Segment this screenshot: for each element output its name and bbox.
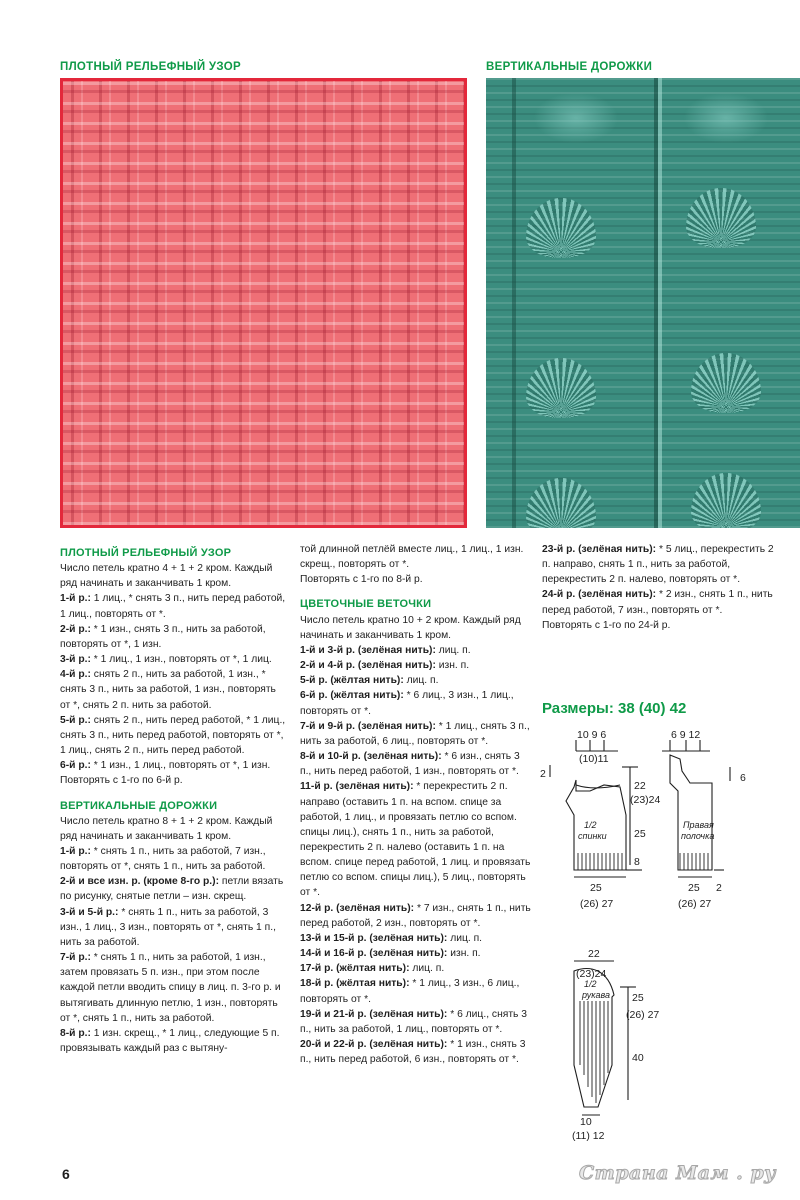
section-title: ПЛОТНЫЙ РЕЛЬЕФНЫЙ УЗОР	[60, 547, 232, 559]
row-instruction: 1-й и 3-й р. (зелёная нить): лиц. п.	[300, 644, 471, 656]
page-number: 6	[62, 1166, 70, 1182]
pattern-intro: Число петель кратно 10 + 2 кром. Каждый ряд начинать и заканчивать 1 кром.	[300, 614, 521, 641]
fan-motif	[691, 473, 761, 528]
row-instruction: 8-й и 10-й р. (зелёная нить): * 6 изн., снять 3 п., нить перед работой, 1 изн., повторять от *.	[300, 751, 520, 778]
sleeve-stitch-lines	[580, 1001, 608, 1103]
row-instruction: 11-й р. (зелёная нить): * перекрестить 2 п. направо (оставить 1 п. на вспом. спице за работой, 1 лиц., и провязать петлю со вспом. спицы лиц.), снять 1 п., нить за работой, перекрестить 2 п. налево (оставить 1 п. на вспом. спице перед работой, 1 лиц. и провязать петлю со вспом. спицы лиц.), 5 лиц., повторять от *.	[300, 781, 531, 899]
pink-knit-photo	[60, 78, 467, 528]
row-instruction: 3-й р.: * 1 лиц., 1 изн., повторять от *, 1 лиц.	[60, 654, 272, 666]
front-bottom-measure-2: (26) 27	[678, 898, 712, 910]
row-instruction: 2-й и 4-й р. (зелёная нить): изн. п.	[300, 660, 470, 672]
repeat-note: Повторять с 1-го по 8-й р.	[300, 574, 423, 586]
pattern-diagrams	[530, 725, 800, 1145]
back-rib-lines	[578, 853, 622, 870]
row-instruction: 17-й р. (жёлтая нить): лиц. п.	[300, 963, 445, 975]
repeat-note: Повторять с 1-го по 24-й р.	[542, 619, 671, 631]
back-top-measure: 10 9 6	[577, 729, 607, 741]
back-left-measure: 2	[540, 768, 546, 780]
pattern-intro: Число петель кратно 8 + 1 + 2 кром. Каждый ряд начинать и заканчивать 1 кром.	[60, 815, 273, 842]
row-instruction: 2-й р.: * 1 изн., снять 3 п., нить за работой, повторять от *, 1 изн.	[60, 623, 266, 650]
sleeve-length-measure: 40	[632, 1052, 644, 1064]
back-length-measure: 22	[634, 780, 646, 792]
sleeve-top-measure: 22	[588, 948, 600, 960]
back-top-measure-2: (10)11	[579, 753, 609, 765]
fan-motif	[691, 353, 761, 413]
sleeve-right-measure-2: (26) 27	[626, 1009, 660, 1021]
back-piece-label: 1/2	[584, 820, 597, 830]
row-instruction: 5-й р.: снять 2 п., нить перед работой, * 1 лиц., снять 3 п., нить перед работой, повторять от *, 1 лиц., снять 2 п., нить перед работой.	[60, 714, 286, 757]
front-rib-lines	[680, 853, 708, 870]
sizes-title: Размеры: 38 (40) 42	[542, 700, 687, 717]
instructions-column-2	[300, 542, 532, 1067]
front-right-measure: 6	[740, 772, 746, 784]
sleeve-bottom-measure-2: (11) 12	[572, 1130, 605, 1142]
sleeve-bottom-measure: 10	[580, 1116, 592, 1128]
repeat-note: Повторять с 1-го по 6-й р.	[60, 775, 183, 787]
row-instruction: 6-й р.: * 1 изн., 1 лиц., повторять от *, 1 изн.	[60, 760, 271, 772]
instructions-column-1	[60, 546, 288, 1056]
sleeve-right-measure: 25	[632, 992, 644, 1004]
fan-motif	[526, 198, 596, 258]
row-instruction: 14-й и 16-й р. (зелёная нить): изн. п.	[300, 948, 481, 960]
section-title: ВЕРТИКАЛЬНЫЕ ДОРОЖКИ	[60, 799, 218, 812]
row-instruction: 4-й р.: снять 2 п., нить за работой, 1 изн., * снять 3 п., нить за работой, 1 изн., повторять от *, снять 2 п. нить за работой.	[60, 669, 276, 711]
back-bottom-measure: 25	[590, 882, 602, 894]
row-instruction: 3-й и 5-й р.: * снять 1 п., нить за работой, 3 изн., 1 лиц., 3 изн., повторять от *, снять 1 п., нить за работой.	[60, 906, 276, 948]
row-instruction: 13-й и 15-й р. (зелёная нить): лиц. п.	[300, 932, 483, 944]
sleeve-top-measure-2: (23)24	[576, 968, 607, 980]
back-length-measure-3: 25	[634, 828, 646, 840]
back-rib-measure: 8	[634, 856, 640, 868]
front-piece-label: полочка	[681, 831, 715, 841]
front-piece-label: Правая	[683, 820, 714, 830]
caption-teal-pattern: ВЕРТИКАЛЬНЫЕ ДОРОЖКИ	[486, 61, 653, 73]
back-piece-label: спинки	[578, 831, 607, 841]
row-instruction: 5-й р. (жёлтая нить): лиц. п.	[300, 675, 439, 687]
row-instruction: 2-й и все изн. р. (кроме 8-го р.): петли вязать по рисунку, снятые петли – изн. скрещ.	[60, 876, 284, 903]
row-instruction: 12-й р. (зелёная нить): * 7 изн., снять 1 п., нить перед работой, 2 изн., повторять от *.	[300, 902, 531, 929]
fan-motif	[526, 478, 596, 528]
back-length-measure-2: (23)24	[630, 794, 661, 806]
row-instruction: 19-й и 21-й р. (зелёная нить): * 6 лиц., снять 3 п., нить за работой, 1 лиц., повторять от *.	[300, 1008, 527, 1035]
row-instruction: 1-й р.: * снять 1 п., нить за работой, 7 изн., повторять от *, снять 1 п., нить за работой.	[60, 845, 266, 873]
pattern-intro: Число петель кратно 4 + 1 + 2 кром. Каждый ряд начинать и заканчивать 1 кром.	[60, 563, 273, 590]
caption-pink-pattern: ПЛОТНЫЙ РЕЛЬЕФНЫЙ УЗОР	[60, 61, 241, 73]
fan-motif	[686, 188, 756, 248]
front-top-measure: 6 9 12	[671, 729, 701, 741]
watermark: Страна Мам . ру	[579, 1162, 776, 1184]
row-instruction: 8-й р.: 1 изн. скрещ., * 1 лиц., следующие 5 п. провязывать каждый раз с вытяну-	[60, 1027, 280, 1054]
row-instruction: 24-й р. (зелёная нить): * 2 изн., снять 1 п., нить перед работой, 7 изн., повторять от *.	[542, 589, 773, 616]
front-bottom-right-measure: 2	[716, 882, 722, 894]
row-instruction: той длинной петлёй вместе лиц., 1 лиц., 1 изн. скрещ., повторять от *.	[300, 544, 524, 571]
teal-knit-photo	[486, 78, 800, 528]
section-title: ЦВЕТОЧНЫЕ ВЕТОЧКИ	[300, 598, 432, 611]
front-bottom-measure: 25	[688, 882, 700, 894]
row-instruction: 6-й р. (жёлтая нить): * 6 лиц., 3 изн., 1 лиц., повторять от *.	[300, 690, 514, 717]
fan-motif	[526, 358, 596, 418]
row-instruction: 23-й р. (зелёная нить): * 5 лиц., перекрестить 2 п. направо, снять 1 п., нить за работой, перекрестить 2 п. налево, повторять от *.	[542, 544, 774, 586]
row-instruction: 18-й р. (жёлтая нить): * 1 лиц., 3 изн., 6 лиц., повторять от *.	[300, 978, 520, 1005]
row-instruction: 20-й и 22-й р. (зелёная нить): * 1 изн., снять 3 п., нить перед работой, 6 изн., повторять от *.	[300, 1039, 526, 1066]
row-instruction: 1-й р.: 1 лиц., * снять 3 п., нить перед работой, 1 лиц., повторять от *.	[60, 593, 286, 620]
row-instruction: 7-й р.: * снять 1 п., нить за работой, 1 изн., затем провязать 5 п. изн., при этом после каждой петли вводить спицу в лиц. п. 3-го р. и вытягивать длинную петлю, 1 изн., повторять от *, снять 1 п., нить за работой.	[60, 952, 281, 1024]
instructions-column-3	[542, 542, 774, 633]
back-bottom-measure-2: (26) 27	[580, 898, 614, 910]
sleeve-piece-label: рукава	[582, 990, 610, 1000]
row-instruction: 7-й и 9-й р. (зелёная нить): * 1 лиц., снять 3 п., нить за работой, 6 лиц., повторять от *.	[300, 720, 530, 747]
sleeve-piece-label: 1/2	[584, 979, 597, 989]
